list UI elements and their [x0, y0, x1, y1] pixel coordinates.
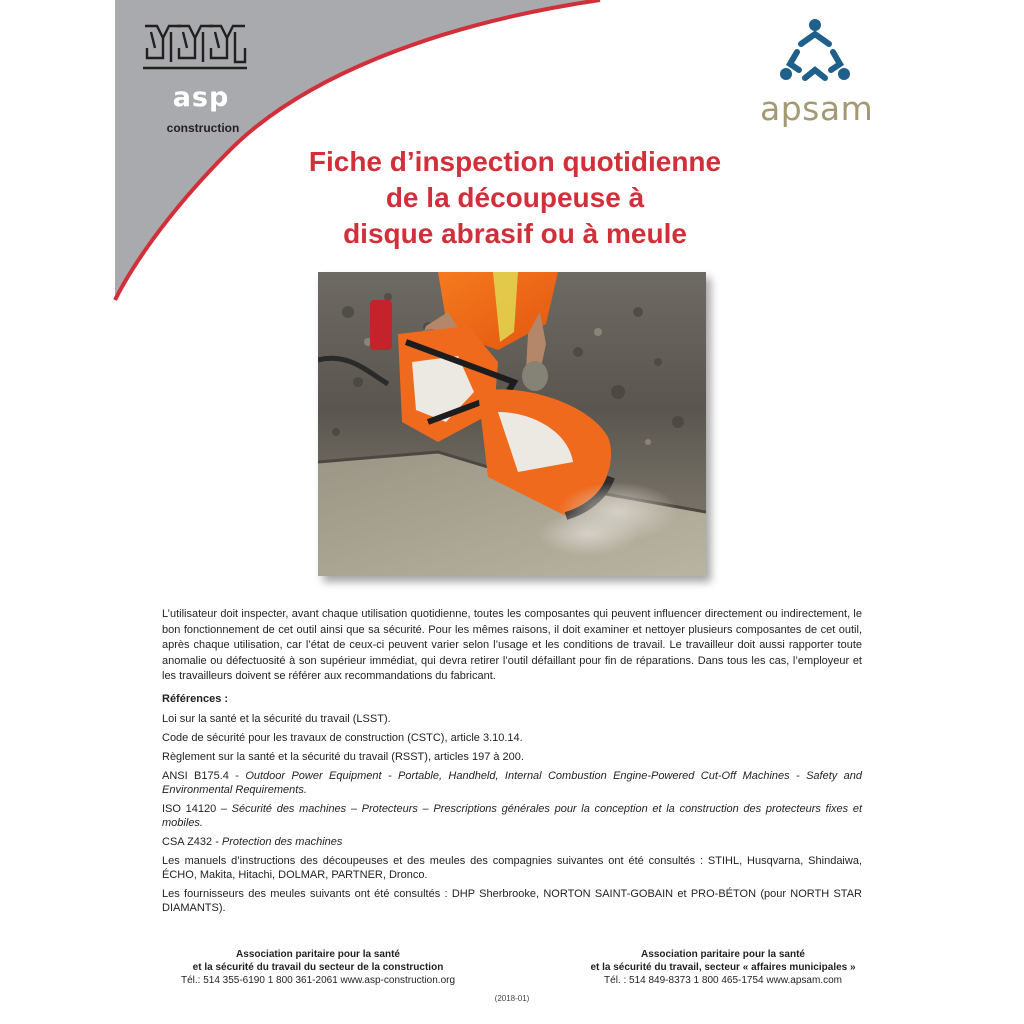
- footer-asp-phone-web: Tél.: 514 355-6190 1 800 361-2061 www.asp-construction.org: [180, 975, 456, 986]
- footer-asp-name-line1: Association paritaire pour la santé: [236, 949, 400, 960]
- asp-logo-subtitle: construction: [166, 121, 240, 135]
- document-title: [250, 144, 780, 252]
- asp-figures-icon: [141, 18, 249, 74]
- footer-apsam-name-line2: et la sécurité du travail, secteur « affaires municipales »: [590, 962, 856, 973]
- reference-item: Les fournisseurs des meules suivants ont été consultés : DHP Sherbrooke, NORTON SAINT-GOBAIN et PRO-BÉTON (pour NORTH STAR DIAMANTS).: [162, 888, 862, 914]
- footer-apsam-contact: [558, 948, 888, 987]
- reference-item: ANSI B175.4 - Outdoor Power Equipment - Portable, Handheld, Internal Combustion Engine-Powered Cut-Off Machines - Safety and Environmental Requirements.: [162, 770, 862, 796]
- footer-asp-contact: [153, 948, 483, 987]
- reference-item: Code de sécurité pour les travaux de construction (CSTC), article 3.10.14.: [162, 732, 523, 744]
- reference-item: CSA Z432 - Protection des machines: [162, 836, 343, 848]
- reference-item: ISO 14120 – Sécurité des machines – Protecteurs – Prescriptions générales pour la conception et la construction des protecteurs fixes et mobiles.: [162, 803, 862, 829]
- apsam-people-icon: [777, 18, 853, 84]
- footer-asp-name-line2: et la sécurité du travail du secteur de la construction: [192, 962, 444, 973]
- references-list: [162, 712, 862, 920]
- title-line-2: de la découpeuse à: [385, 182, 645, 213]
- title-line-3: disque abrasif ou à meule: [343, 218, 687, 249]
- references-heading: Références :: [162, 693, 229, 705]
- cutoff-saw-photo: [318, 272, 706, 576]
- document-code: (2018-01): [494, 994, 530, 1003]
- apsam-logo-word: apsam: [760, 89, 874, 128]
- reference-item: Loi sur la santé et la sécurité du travail (LSST).: [162, 713, 391, 725]
- reference-item: Les manuels d’instructions des découpeuses et des meules des compagnies suivantes ont été consultés : STIHL, Husqvarna, Shindaiwa, ÉCHO, Makita, Hitachi, DOLMAR, PARTNER, Dronco.: [162, 855, 862, 881]
- footer-apsam-phone-web: Tél. : 514 849-8373 1 800 465-1754 www.apsam.com: [604, 975, 842, 986]
- asp-construction-logo: [141, 18, 251, 135]
- reference-item: Règlement sur la santé et la sécurité du travail (RSST), articles 197 à 200.: [162, 751, 524, 763]
- intro-paragraph: L’utilisateur doit inspecter, avant chaque utilisation quotidienne, toutes les composantes qui peuvent influencer directement ou indirectement, le bon fonctionnement de cet outil ainsi que sa sécurité. Pour les mêmes raisons, il doit examiner et nettoyer plusieurs composantes de cet outil, après chaque utilisation, car l’état de ceux-ci peuvent varier selon l’usage et les conditions de travail. Le travailleur doit aussi rapporter toute anomalie ou défectuosité à son supérieur immédiat, qui devra retirer l’outil défaillant pour fin de réparations. Dans tous les cas, l’employeur et les travailleurs doivent se référer aux recommandations du fabricant.: [162, 608, 862, 683]
- footer-apsam-name-line1: Association paritaire pour la santé: [641, 949, 805, 960]
- apsam-logo: [760, 18, 874, 128]
- asp-logo-word: asp: [172, 82, 230, 113]
- title-line-1: Fiche d’inspection quotidienne: [308, 146, 722, 177]
